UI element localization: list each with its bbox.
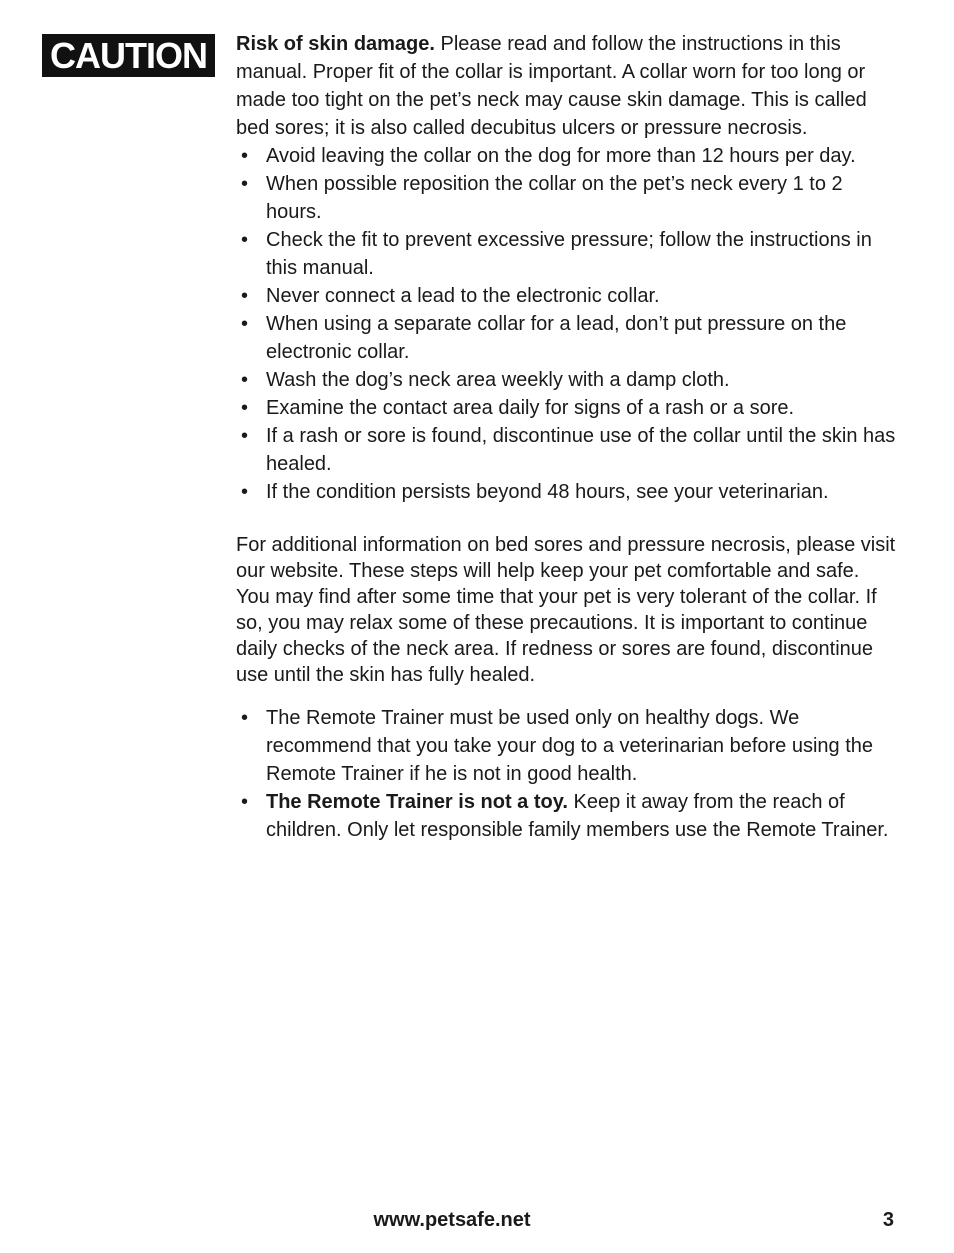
bullet-icon: • bbox=[241, 173, 249, 195]
list-item: • When possible reposition the collar on the pet’s neck every 1 to 2 hours. bbox=[236, 170, 896, 226]
intro-paragraph bbox=[236, 30, 896, 142]
list-item: • If a rash or sore is found, discontinue use of the collar until the skin has healed. bbox=[236, 422, 896, 478]
footer-website: www.petsafe.net bbox=[373, 1209, 531, 1231]
bullet-icon: • bbox=[241, 707, 249, 729]
bullet-icon: • bbox=[241, 369, 249, 391]
not-a-toy-bold: The Remote Trainer is not a toy. bbox=[266, 791, 568, 813]
bullet-icon: • bbox=[241, 791, 249, 813]
list-item: • Avoid leaving the collar on the dog for more than 12 hours per day. bbox=[236, 142, 896, 170]
list-item: • Never connect a lead to the electronic collar. bbox=[236, 282, 896, 310]
list-item: • Examine the contact area daily for signs of a rash or a sore. bbox=[236, 394, 896, 422]
bullet-icon: • bbox=[241, 481, 249, 503]
list-item: • The Remote Trainer is not a toy. Keep it away from the reach of children. Only let responsible family members use the Remote Trainer. bbox=[236, 788, 896, 844]
bullet-icon: • bbox=[241, 425, 249, 447]
list-item: • If the condition persists beyond 48 hours, see your veterinarian. bbox=[236, 478, 896, 506]
bullet-icon: • bbox=[241, 313, 249, 335]
additional-info-paragraph: For additional information on bed sores and pressure necrosis, please visit our website. These steps will help keep your pet comfortable and safe. You may find after some time that your pet is very tolerant of the collar. If so, you may relax some of these precautions. It is important to continue daily checks of the neck area. If redness or sores are found, discontinue use until the skin has fully healed. bbox=[236, 534, 896, 686]
list-item: • Wash the dog’s neck area weekly with a damp cloth. bbox=[236, 366, 896, 394]
page-number: 3 bbox=[882, 1209, 894, 1231]
bullet-icon: • bbox=[241, 229, 249, 251]
caution-badge: CAUTION bbox=[42, 34, 215, 77]
remote-trainer-list bbox=[236, 704, 896, 844]
precautions-list bbox=[236, 142, 896, 506]
intro-text: Please read and follow the instructions in this manual. Proper fit of the collar is important. A collar worn for too long or made too tight on the pet’s neck may cause skin damage. This is called bed sores; it is also called decubitus ulcers or pressure necrosis. bbox=[236, 33, 867, 139]
main-content bbox=[236, 30, 896, 844]
bullet-icon: • bbox=[241, 145, 249, 167]
list-item: • The Remote Trainer must be used only on healthy dogs. We recommend that you take your dog to a veterinarian before using the Remote Trainer if he is not in good health. bbox=[236, 704, 896, 788]
list-item: • Check the fit to prevent excessive pressure; follow the instructions in this manual. bbox=[236, 226, 896, 282]
bullet-icon: • bbox=[241, 285, 249, 307]
list-item: • When using a separate collar for a lead, don’t put pressure on the electronic collar. bbox=[236, 310, 896, 366]
bullet-icon: • bbox=[241, 397, 249, 419]
intro-bold-lead: Risk of skin damage. bbox=[236, 33, 435, 55]
